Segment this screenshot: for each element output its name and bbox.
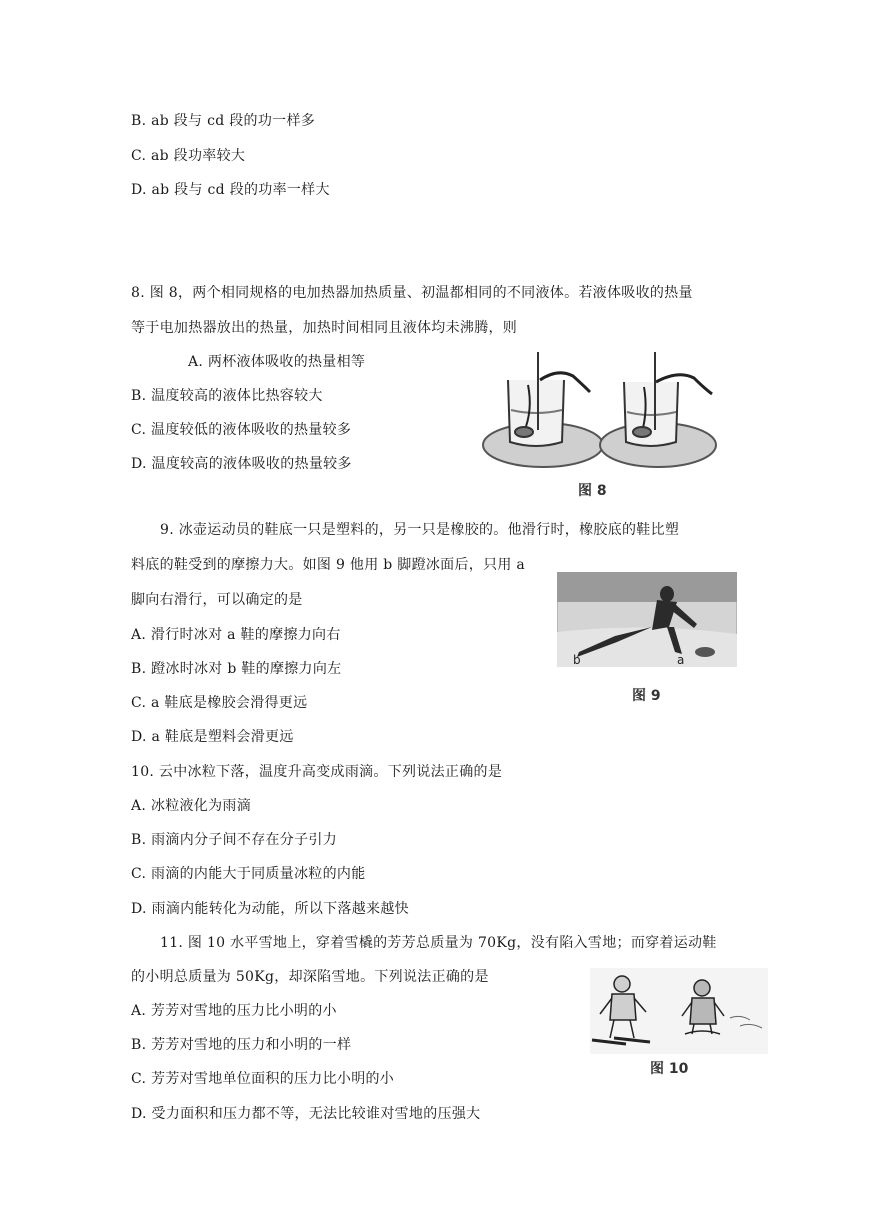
q11-option-d: D. 受力面积和压力都不等，无法比较谁对雪地的压强大 bbox=[131, 1106, 481, 1122]
figure-9-curling-photo bbox=[557, 572, 737, 667]
q9-stem-line1: 9. 冰壶运动员的鞋底一只是塑料的，另一只是橡胶的。他滑行时，橡胶底的鞋比塑 bbox=[160, 522, 680, 538]
q11-stem-line2: 的小明总质量为 50Kg，却深陷雪地。下列说法正确的是 bbox=[131, 969, 489, 985]
q10-option-d: D. 雨滴内能转化为动能，所以下落越来越快 bbox=[131, 901, 409, 917]
q11-option-a: A. 芳芳对雪地的压力比小明的小 bbox=[131, 1003, 337, 1019]
q10-option-a: A. 冰粒液化为雨滴 bbox=[131, 798, 252, 814]
q11-stem-line1: 11. 图 10 水平雪地上，穿着雪橇的芳芳总质量为 70Kg，没有陷入雪地；而穿着运动鞋 bbox=[160, 935, 717, 951]
q7-option-b: B. ab 段与 cd 段的功一样多 bbox=[131, 113, 316, 129]
q9-option-a: A. 滑行时冰对 a 鞋的摩擦力向右 bbox=[131, 627, 341, 643]
figure-10-caption: 图 10 bbox=[650, 1061, 689, 1077]
beaker-right bbox=[600, 352, 716, 467]
q11-option-c: C. 芳芳对雪地单位面积的压力比小明的小 bbox=[131, 1071, 395, 1087]
q9-stem-line3: 脚向右滑行，可以确定的是 bbox=[131, 592, 303, 608]
q7-option-c: C. ab 段功率较大 bbox=[131, 148, 246, 164]
q8-option-a: A. 两杯液体吸收的热量相等 bbox=[188, 354, 366, 370]
q8-option-d: D. 温度较高的液体吸收的热量较多 bbox=[131, 456, 352, 472]
q11-option-b: B. 芳芳对雪地的压力和小明的一样 bbox=[131, 1037, 352, 1053]
label-b: b bbox=[573, 653, 581, 667]
figure-8-beakers bbox=[478, 350, 740, 500]
q10-option-c: C. 雨滴的内能大于同质量冰粒的内能 bbox=[131, 866, 366, 882]
q8-option-b: B. 温度较高的液体比热容较大 bbox=[131, 388, 323, 404]
q8-stem-line2: 等于电加热器放出的热量，加热时间相同且液体均未沸腾，则 bbox=[131, 320, 518, 336]
q8-option-c: C. 温度较低的液体吸收的热量较多 bbox=[131, 422, 352, 438]
q9-option-c: C. a 鞋底是橡胶会滑得更远 bbox=[131, 695, 308, 711]
q9-option-b: B. 蹬冰时冰对 b 鞋的摩擦力向左 bbox=[131, 661, 342, 677]
q7-option-d: D. ab 段与 cd 段的功率一样大 bbox=[131, 182, 330, 198]
q9-stem-line2: 料底的鞋受到的摩擦力大。如图 9 他用 b 脚蹬冰面后，只用 a bbox=[131, 557, 526, 573]
label-a: a bbox=[677, 653, 685, 667]
figure-10-snow-illustration bbox=[590, 968, 768, 1054]
figure-9-caption: 图 9 bbox=[632, 688, 661, 704]
q8-stem-line1: 8. 图 8，两个相同规格的电加热器加热质量、初温都相同的不同液体。若液体吸收的热量 bbox=[131, 285, 693, 301]
q10-stem: 10. 云中冰粒下落，温度升高变成雨滴。下列说法正确的是 bbox=[131, 764, 503, 780]
beaker-left bbox=[483, 352, 603, 467]
figure-8-caption: 图 8 bbox=[578, 483, 607, 499]
q10-option-b: B. 雨滴内分子间不存在分子引力 bbox=[131, 832, 337, 848]
q9-option-d: D. a 鞋底是塑料会滑更远 bbox=[131, 729, 294, 745]
